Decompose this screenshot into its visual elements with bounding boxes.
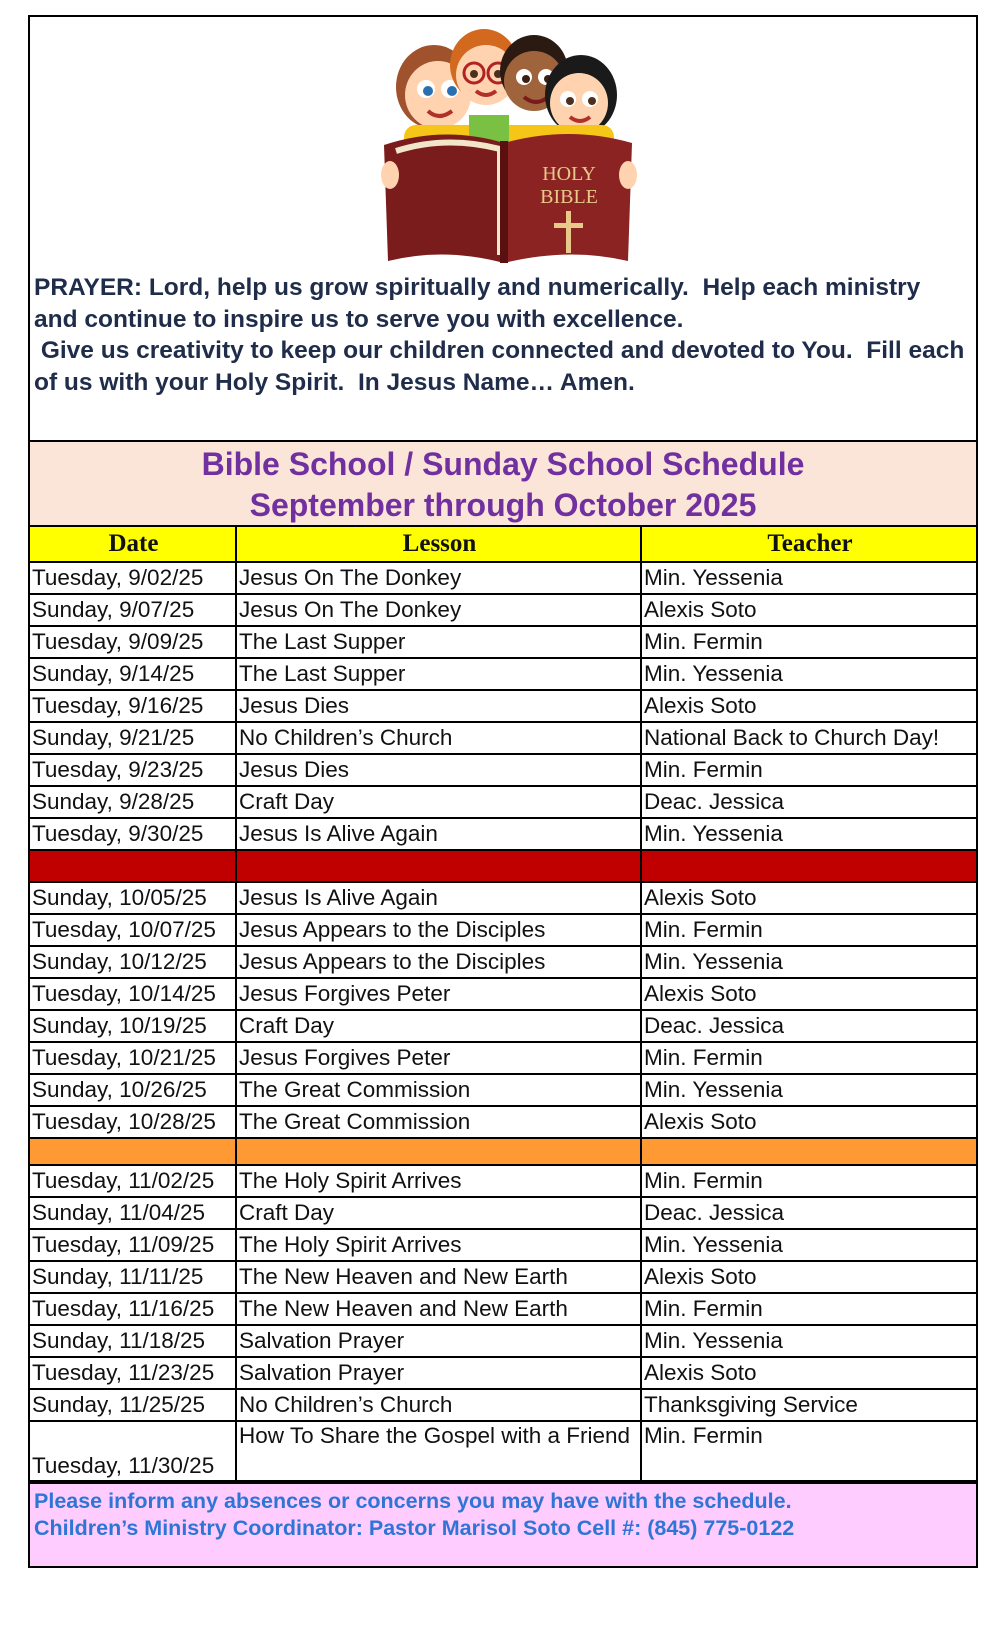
table-row (30, 1389, 976, 1421)
separator-cell (30, 1138, 236, 1165)
table-row (30, 1074, 976, 1106)
table-row (30, 1106, 976, 1138)
teacher-cell: Alexis Soto (641, 690, 976, 722)
lesson-cell: Salvation Prayer (236, 1325, 641, 1357)
cross-icon (566, 211, 571, 253)
table-row (30, 1165, 976, 1197)
teacher-cell: Min. Fermin (641, 754, 976, 786)
table-row (30, 626, 976, 658)
date-cell: Sunday, 11/11/25 (30, 1261, 236, 1293)
lesson-cell: Jesus Dies (236, 690, 641, 722)
date-cell: Tuesday, 10/28/25 (30, 1106, 236, 1138)
teacher-cell: Deac. Jessica (641, 1197, 976, 1229)
date-cell: Tuesday, 9/16/25 (30, 690, 236, 722)
teacher-cell: National Back to Church Day! (641, 722, 976, 754)
date-cell: Tuesday, 11/30/25 (30, 1421, 236, 1481)
table-row (30, 978, 976, 1010)
teacher-cell: Min. Yessenia (641, 946, 976, 978)
teacher-cell: Min. Yessenia (641, 1074, 976, 1106)
teacher-cell: Min. Yessenia (641, 562, 976, 594)
lesson-cell: Craft Day (236, 786, 641, 818)
table-body (30, 562, 976, 1481)
teacher-cell: Thanksgiving Service (641, 1389, 976, 1421)
lesson-cell: Jesus Dies (236, 754, 641, 786)
table-row (30, 786, 976, 818)
book-text-holy: HOLY (542, 163, 596, 185)
header-date: Date (30, 527, 236, 562)
table-row (30, 818, 976, 850)
lesson-cell: No Children’s Church (236, 1389, 641, 1421)
lesson-cell: Salvation Prayer (236, 1357, 641, 1389)
teacher-cell: Alexis Soto (641, 978, 976, 1010)
table-row (30, 1325, 976, 1357)
date-cell: Sunday, 9/07/25 (30, 594, 236, 626)
separator-cell (30, 850, 236, 882)
separator-cell (641, 1138, 976, 1165)
title-line-2: September through October 2025 (249, 487, 757, 523)
book-text-bible: BIBLE (540, 186, 598, 208)
schedule-sheet (28, 15, 978, 1568)
lesson-cell: Jesus Is Alive Again (236, 882, 641, 914)
lesson-cell: Jesus On The Donkey (236, 562, 641, 594)
month-separator-row (30, 850, 976, 882)
date-cell: Sunday, 10/26/25 (30, 1074, 236, 1106)
teacher-cell: Deac. Jessica (641, 786, 976, 818)
date-cell: Tuesday, 10/21/25 (30, 1042, 236, 1074)
teacher-cell: Alexis Soto (641, 1106, 976, 1138)
lesson-cell: Jesus Is Alive Again (236, 818, 641, 850)
teacher-cell: Min. Fermin (641, 626, 976, 658)
lesson-cell: The Great Commission (236, 1074, 641, 1106)
children-reading-bible-illustration (374, 25, 644, 265)
date-cell: Sunday, 10/05/25 (30, 882, 236, 914)
lesson-cell: Jesus Appears to the Disciples (236, 914, 641, 946)
header-lesson: Lesson (236, 527, 641, 562)
lesson-cell: Jesus On The Donkey (236, 594, 641, 626)
lesson-cell: How To Share the Gospel with a Friend (236, 1421, 641, 1481)
table-row (30, 1197, 976, 1229)
teacher-cell: Min. Yessenia (641, 1325, 976, 1357)
date-cell: Sunday, 9/28/25 (30, 786, 236, 818)
date-cell: Tuesday, 9/09/25 (30, 626, 236, 658)
teacher-cell: Alexis Soto (641, 882, 976, 914)
teacher-cell: Min. Fermin (641, 914, 976, 946)
lesson-cell: No Children’s Church (236, 722, 641, 754)
table-row (30, 690, 976, 722)
table-header-row (30, 527, 976, 562)
date-cell: Sunday, 11/04/25 (30, 1197, 236, 1229)
teacher-cell: Deac. Jessica (641, 1010, 976, 1042)
lesson-cell: The Last Supper (236, 658, 641, 690)
table-row (30, 1261, 976, 1293)
date-cell: Tuesday, 11/02/25 (30, 1165, 236, 1197)
footer-note (30, 1482, 976, 1566)
table-row (30, 882, 976, 914)
table-row (30, 658, 976, 690)
table-row (30, 562, 976, 594)
date-cell: Tuesday, 10/14/25 (30, 978, 236, 1010)
date-cell: Tuesday, 10/07/25 (30, 914, 236, 946)
teacher-cell: Min. Fermin (641, 1293, 976, 1325)
table-row (30, 722, 976, 754)
teacher-cell: Min. Yessenia (641, 1229, 976, 1261)
date-cell: Sunday, 10/19/25 (30, 1010, 236, 1042)
separator-cell (236, 1138, 641, 1165)
lesson-cell: The Great Commission (236, 1106, 641, 1138)
lesson-cell: Jesus Appears to the Disciples (236, 946, 641, 978)
table-row (30, 946, 976, 978)
teacher-cell: Alexis Soto (641, 1357, 976, 1389)
header-teacher: Teacher (641, 527, 976, 562)
teacher-cell: Alexis Soto (641, 594, 976, 626)
separator-cell (641, 850, 976, 882)
date-cell: Tuesday, 11/16/25 (30, 1293, 236, 1325)
table-row (30, 1042, 976, 1074)
table-row (30, 1010, 976, 1042)
table-row (30, 754, 976, 786)
date-cell: Tuesday, 11/09/25 (30, 1229, 236, 1261)
table-row (30, 1293, 976, 1325)
lesson-cell: The New Heaven and New Earth (236, 1293, 641, 1325)
date-cell: Tuesday, 9/30/25 (30, 818, 236, 850)
footer-line-1: Please inform any absences or concerns you may have with the schedule. (34, 1489, 792, 1513)
date-cell: Tuesday, 9/02/25 (30, 562, 236, 594)
table-row (30, 1421, 976, 1481)
lesson-cell: The Holy Spirit Arrives (236, 1165, 641, 1197)
date-cell: Sunday, 10/12/25 (30, 946, 236, 978)
schedule-title (30, 440, 976, 527)
illustration-area (30, 17, 976, 272)
teacher-cell: Min. Fermin (641, 1421, 976, 1481)
table-row (30, 1229, 976, 1261)
date-cell: Sunday, 9/21/25 (30, 722, 236, 754)
teacher-cell: Min. Fermin (641, 1165, 976, 1197)
lesson-cell: The Holy Spirit Arrives (236, 1229, 641, 1261)
separator-cell (236, 850, 641, 882)
title-line-1: Bible School / Sunday School Schedule (201, 446, 805, 482)
month-separator-row (30, 1138, 976, 1165)
date-cell: Sunday, 11/25/25 (30, 1389, 236, 1421)
date-cell: Sunday, 11/18/25 (30, 1325, 236, 1357)
teacher-cell: Min. Yessenia (641, 658, 976, 690)
teacher-cell: Min. Fermin (641, 1042, 976, 1074)
lesson-cell: The New Heaven and New Earth (236, 1261, 641, 1293)
prayer-text: PRAYER: Lord, help us grow spiritually and numerically. Help each ministry and continue to inspire us to serve you with excellence. Give us creativity to keep our children connected and devoted to You. Fill each of us with your Holy Spirit. In Jesus Name… Amen. (34, 274, 965, 396)
footer-line-2: Children’s Ministry Coordinator: Pastor Marisol Soto Cell #: (845) 775-0122 (34, 1516, 795, 1540)
date-cell: Sunday, 9/14/25 (30, 658, 236, 690)
teacher-cell: Min. Yessenia (641, 818, 976, 850)
table-row (30, 594, 976, 626)
date-cell: Tuesday, 9/23/25 (30, 754, 236, 786)
lesson-cell: The Last Supper (236, 626, 641, 658)
lesson-cell: Jesus Forgives Peter (236, 978, 641, 1010)
lesson-cell: Jesus Forgives Peter (236, 1042, 641, 1074)
table-row (30, 914, 976, 946)
date-cell: Tuesday, 11/23/25 (30, 1357, 236, 1389)
lesson-cell: Craft Day (236, 1010, 641, 1042)
lesson-cell: Craft Day (236, 1197, 641, 1229)
teacher-cell: Alexis Soto (641, 1261, 976, 1293)
table-row (30, 1357, 976, 1389)
schedule-table (30, 527, 976, 1482)
